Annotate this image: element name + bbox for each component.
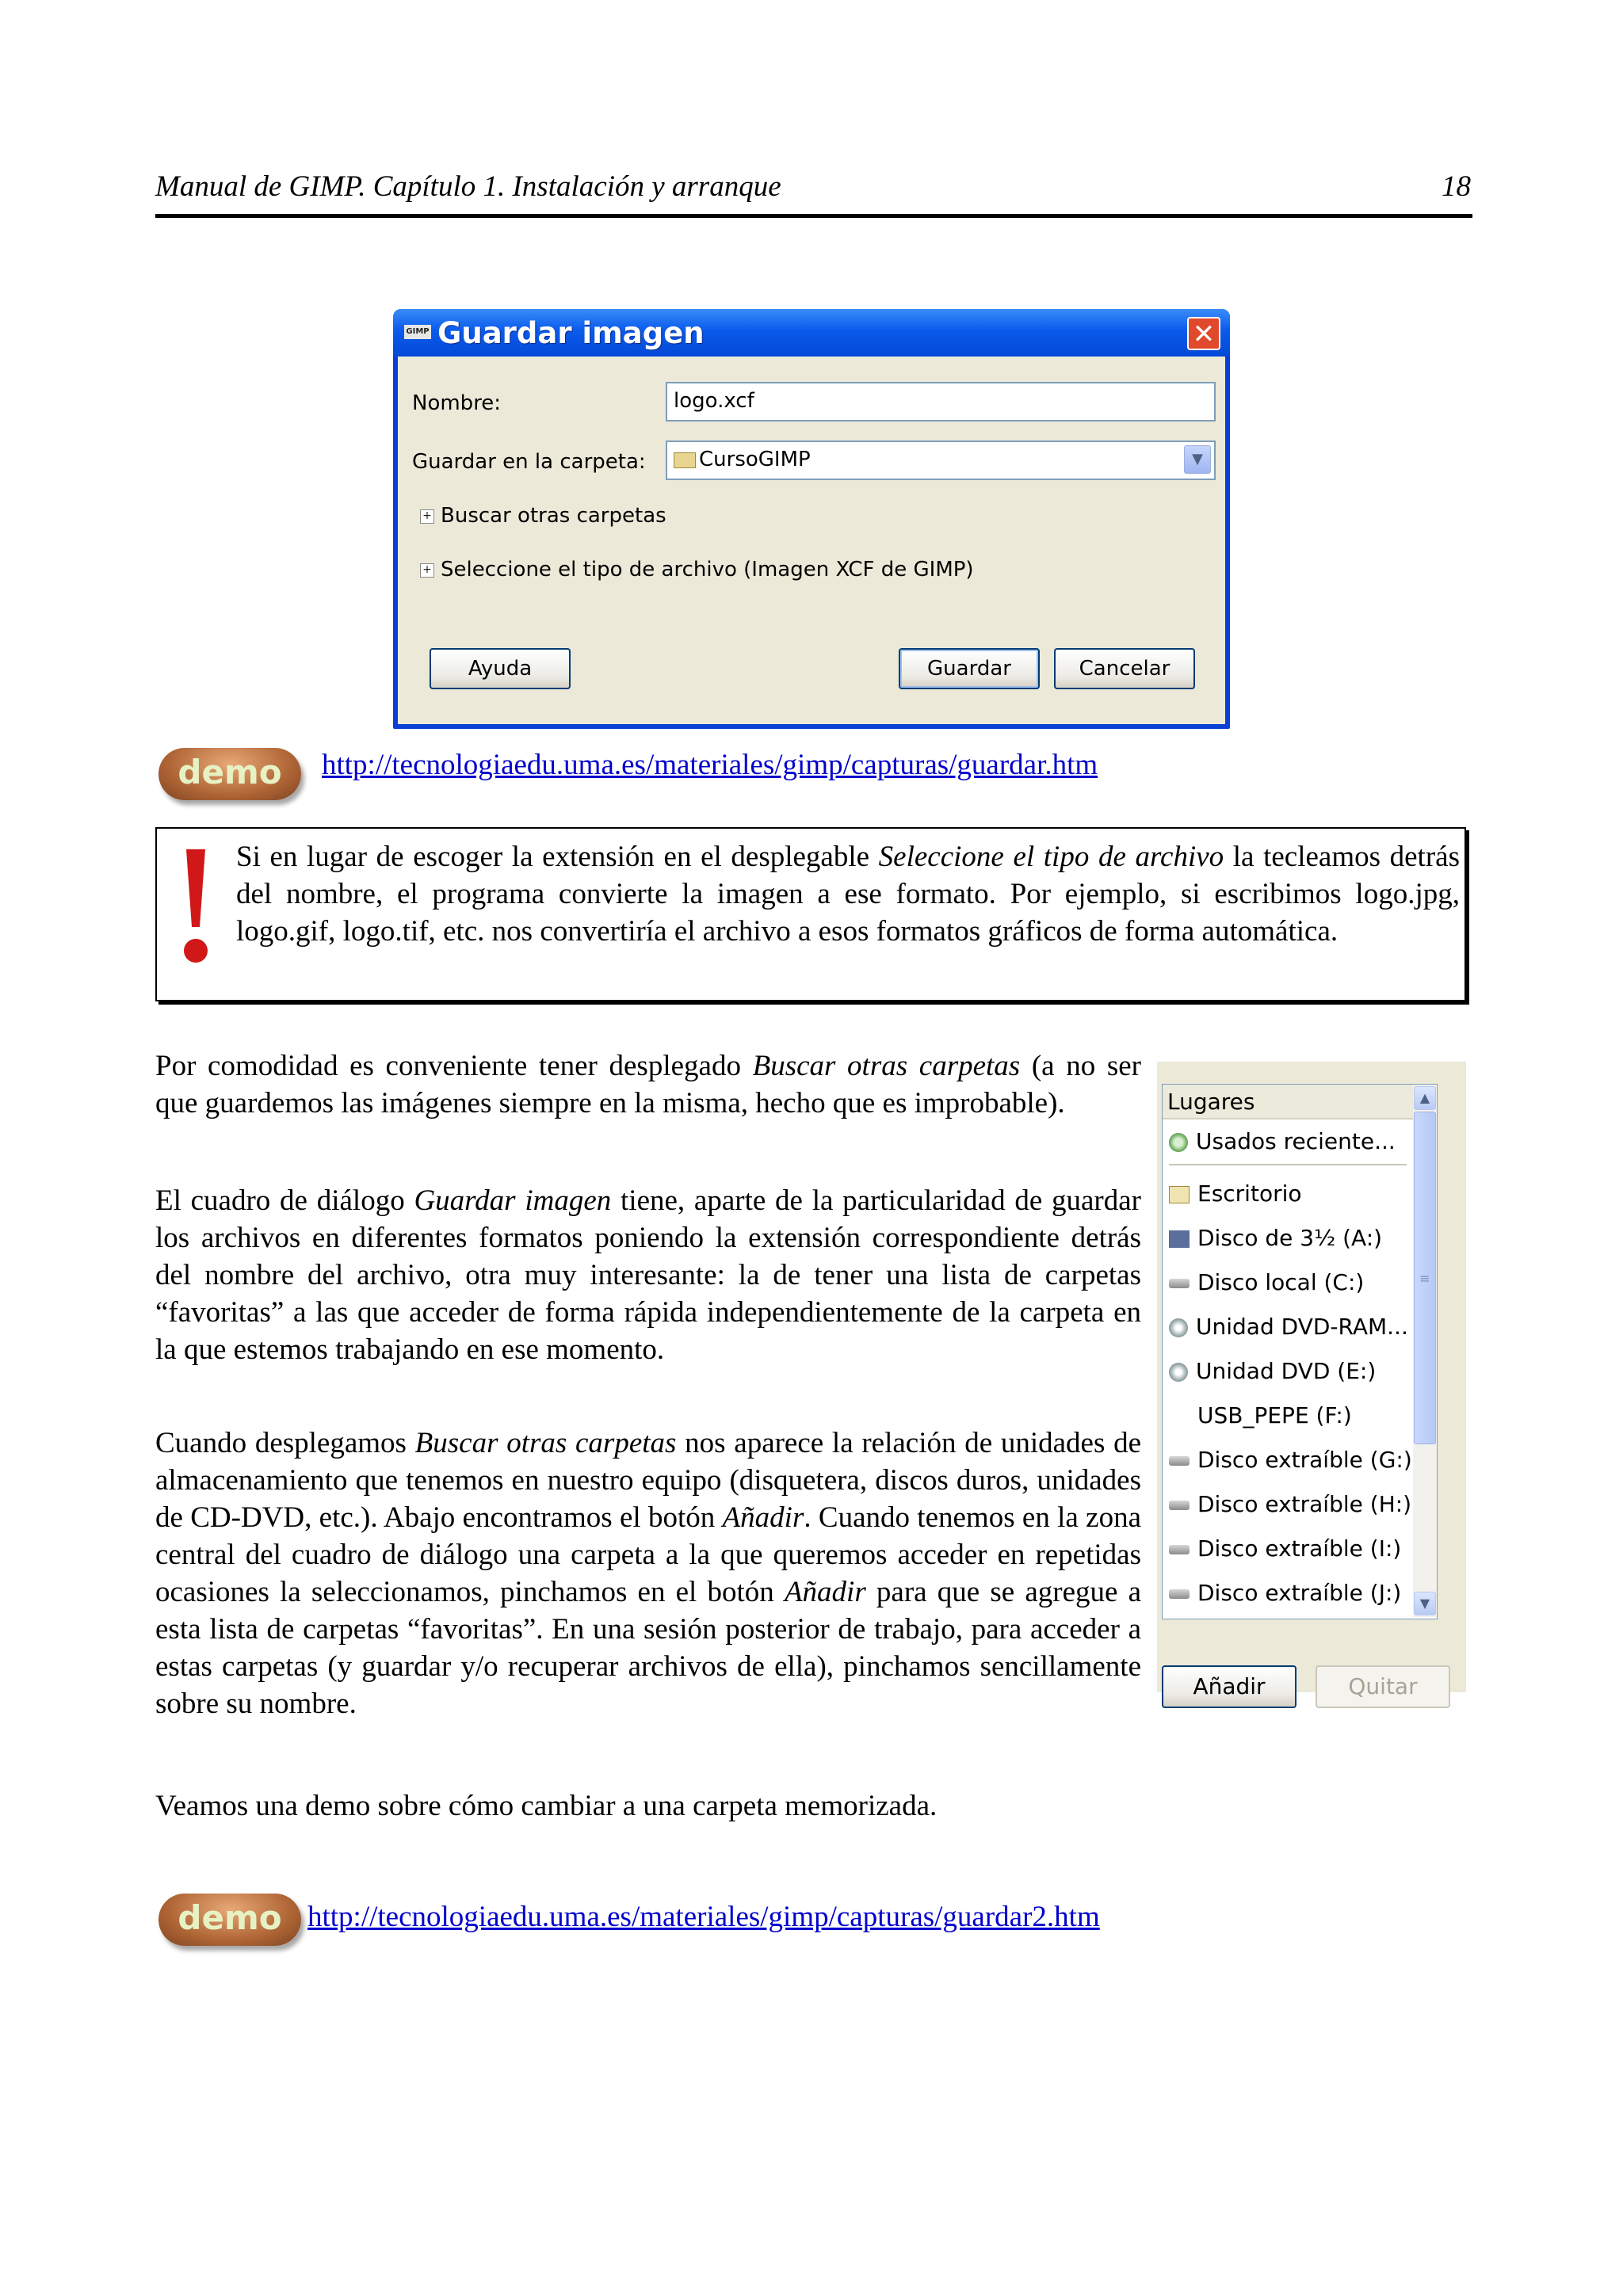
dialog-title: Guardar imagen bbox=[437, 316, 705, 350]
drive-icon bbox=[1169, 1456, 1190, 1466]
place-item-dvd-ram[interactable]: Unidad DVD-RAM... bbox=[1169, 1310, 1408, 1344]
warning-text-emphasis: Seleccione el tipo de archivo bbox=[878, 841, 1224, 873]
place-item-removable-g[interactable]: Disco extraíble (G:) bbox=[1169, 1443, 1412, 1478]
recent-icon bbox=[1169, 1133, 1188, 1152]
close-icon[interactable]: ✕ bbox=[1187, 317, 1220, 350]
demo-badge[interactable]: demo bbox=[158, 1894, 301, 1946]
folder-combo[interactable] bbox=[666, 441, 1216, 480]
drive-icon bbox=[1169, 1279, 1190, 1288]
page-number: 18 bbox=[1442, 170, 1471, 203]
paragraph: Cuando desplegamos Buscar otras carpetas nos aparece la relación de unidades de almacenamiento que tenemos en nuestro equipo (disquetera, discos duros, unidades de CD-DVD, etc.). Abajo encontramos el botón Añadir. Cuando tenemos en la zona central del cuadro de diálogo una carpeta a la que queremos acceder en repetidas ocasiones la seleccionamos, pinchamos en el botón Añadir para que se agregue a esta lista de carpetas “favoritas”. En una sesión posterior de trabajo, para acceder a estas carpetas (y guardar y/o recuperar archivos de ella), pinchamos sencillamente sobre su nombre. bbox=[155, 1427, 1142, 1720]
place-item-floppy[interactable]: Disco de 3½ (A:) bbox=[1169, 1221, 1382, 1256]
chevron-up-icon[interactable]: ▲ bbox=[1414, 1086, 1436, 1110]
place-item-removable-j[interactable]: Disco extraíble (J:) bbox=[1169, 1576, 1401, 1611]
warning-text bbox=[236, 838, 1460, 950]
demo-badge[interactable]: demo bbox=[158, 748, 301, 800]
places-separator bbox=[1169, 1164, 1407, 1165]
places-column-header[interactable]: Lugares bbox=[1163, 1085, 1413, 1119]
chevron-down-icon[interactable]: ▼ bbox=[1414, 1592, 1436, 1615]
folder-combo-value: CursoGIMP bbox=[699, 448, 811, 471]
place-item-removable-i[interactable]: Disco extraíble (I:) bbox=[1169, 1531, 1401, 1566]
save-button[interactable]: Guardar bbox=[899, 648, 1040, 689]
paragraph: Por comodidad es conveniente tener desplegado Buscar otras carpetas (a no ser que guardemos las imágenes siempre en la misma, hecho que es improbable). bbox=[155, 1050, 1142, 1119]
paragraph: Veamos una demo sobre cómo cambiar a una carpeta memorizada. bbox=[155, 1790, 938, 1822]
warning-text-part: Si en lugar de escoger la extensión en el desplegable bbox=[236, 841, 879, 873]
file-type-expander[interactable] bbox=[420, 558, 974, 582]
gimp-app-icon: GIMP bbox=[404, 325, 431, 339]
place-item-usb[interactable]: USB_PEPE (F:) bbox=[1197, 1402, 1352, 1428]
remove-button[interactable]: Quitar bbox=[1316, 1665, 1450, 1708]
folder-icon bbox=[674, 452, 696, 468]
dvd-icon bbox=[1169, 1318, 1188, 1337]
expand-icon: + bbox=[420, 563, 434, 578]
drive-icon bbox=[1169, 1589, 1190, 1599]
warning-text-part: la tecleamos detrás del nombre, el programa convierte la imagen a ese formato. Por ejemplo, si escribimos logo.jpg, logo.gif, logo.tif, etc. nos convertiría el archivo a esos formatos gráficos de forma automática. bbox=[236, 841, 1460, 948]
places-panel bbox=[1157, 1062, 1466, 1699]
name-input[interactable]: logo.xcf bbox=[666, 382, 1216, 421]
place-item-dvd[interactable]: Unidad DVD (E:) bbox=[1169, 1354, 1376, 1389]
file-type-label: Seleccione el tipo de archivo (Imagen XCF de GIMP) bbox=[441, 558, 974, 582]
drive-icon bbox=[1169, 1501, 1190, 1510]
places-list bbox=[1162, 1084, 1438, 1619]
places-scrollbar[interactable] bbox=[1413, 1085, 1437, 1617]
dialog-title-bar bbox=[393, 309, 1230, 357]
help-button[interactable]: Ayuda bbox=[430, 648, 571, 689]
demo-link[interactable]: http://tecnologiaedu.uma.es/materiales/gimp/capturas/guardar2.htm bbox=[307, 1901, 1100, 1933]
place-item-desktop[interactable]: Escritorio bbox=[1169, 1177, 1302, 1211]
demo-link[interactable]: http://tecnologiaedu.uma.es/materiales/gimp/capturas/guardar.htm bbox=[322, 749, 1098, 781]
page-header-title: Manual de GIMP. Capítulo 1. Instalación y arranque bbox=[155, 170, 781, 203]
exclamation-icon bbox=[176, 841, 216, 968]
dvd-icon bbox=[1169, 1363, 1188, 1382]
dialog-body bbox=[398, 357, 1225, 724]
drive-icon bbox=[1169, 1545, 1190, 1554]
chevron-down-icon[interactable]: ▼ bbox=[1184, 445, 1211, 474]
name-label: Nombre: bbox=[412, 391, 502, 415]
cancel-button[interactable]: Cancelar bbox=[1054, 648, 1195, 689]
browse-folders-label: Buscar otras carpetas bbox=[441, 504, 666, 528]
browse-folders-expander[interactable] bbox=[420, 504, 666, 528]
floppy-icon bbox=[1169, 1230, 1190, 1248]
scrollbar-thumb[interactable]: ≡ bbox=[1414, 1112, 1436, 1444]
folder-label: Guardar en la carpeta: bbox=[412, 450, 646, 474]
save-image-dialog bbox=[393, 309, 1230, 729]
expand-icon: + bbox=[420, 509, 434, 524]
folder-icon bbox=[1169, 1186, 1190, 1203]
paragraph: El cuadro de diálogo Guardar imagen tiene, aparte de la particularidad de guardar los archivos en diferentes formatos poniendo la extensión correspondiente detrás del nombre del archivo, otra muy interesante: la de tener una lista de carpetas “favoritas” a las que acceder de forma rápida independientemente de la carpeta en la que estemos trabajando en ese momento. bbox=[155, 1184, 1141, 1366]
place-item-local-disk[interactable]: Disco local (C:) bbox=[1169, 1265, 1364, 1300]
add-button[interactable]: Añadir bbox=[1162, 1665, 1296, 1708]
place-item-removable-h[interactable]: Disco extraíble (H:) bbox=[1169, 1487, 1411, 1522]
header-rule bbox=[155, 214, 1472, 218]
place-item-recent[interactable]: Usados reciente... bbox=[1169, 1124, 1396, 1159]
